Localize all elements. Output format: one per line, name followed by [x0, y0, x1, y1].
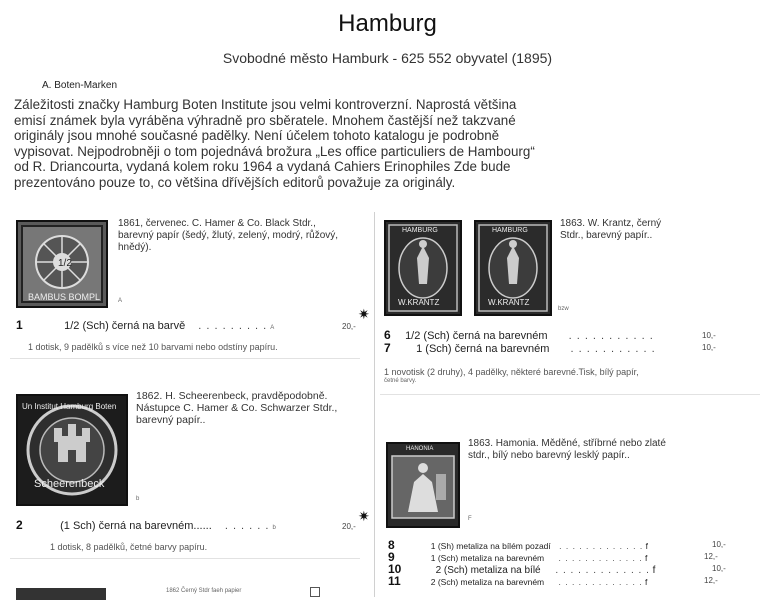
- entry-leader: . . . . . .: [224, 520, 270, 532]
- stamp-image-6: [384, 220, 462, 316]
- intro-line: Záležitosti značky Hamburg Boten Institute jsou velmi kontroverzní. Naprostá většina: [14, 97, 517, 112]
- stamp-label-bottom: W.KRANTZ: [488, 298, 530, 307]
- entry-suffix: A: [270, 325, 275, 331]
- entry-leader: . . . . . . . . . . . . .: [555, 565, 650, 576]
- entry-suffix: f: [645, 541, 648, 551]
- description-line: 1862. H. Scheerenbeck, pravděpodobně.: [136, 390, 328, 402]
- issue-mark: bzw: [558, 306, 569, 312]
- entry-price: 10,-: [712, 564, 726, 573]
- entry-number: 11: [388, 574, 401, 588]
- stamp-caption-top: Un Institut Hamburg Boten: [22, 402, 117, 411]
- entry-number: 6: [384, 328, 391, 342]
- divider: [10, 358, 360, 359]
- page-subtitle: Svobodné město Hamburk - 625 552 obyvatel (1895): [222, 50, 553, 66]
- description-line: 1863. Hamonia. Měděné, stříbrné nebo zlaté: [468, 438, 666, 449]
- svg-text:1/2: 1/2: [58, 258, 72, 269]
- intro-paragraph: [14, 97, 574, 190]
- entry-text: 2 (Sch) metaliza na barevném: [430, 577, 545, 587]
- entry-text: 1 (Sh) metaliza na bílém pozadí: [430, 541, 551, 551]
- page-title: Hamburg: [338, 10, 437, 37]
- entry-price: 10,-: [702, 343, 716, 352]
- star-icon: ✷: [358, 508, 370, 524]
- entry-price: 12,-: [704, 552, 718, 561]
- description-line: stdr., bílý nebo barevný lesklý papír..: [468, 450, 630, 461]
- intro-line: originály jsou mnohé současné padělky. Není účelem tohoto katalogu je podrobně: [14, 128, 500, 143]
- issue-mark: b: [136, 496, 140, 502]
- divider: [10, 558, 360, 559]
- entry-leader: . . . . . . . . . . .: [568, 330, 654, 342]
- issue-note: 1 novotisk (2 druhy), 4 padělky, některé barevné.Tisk, bílý papír,: [384, 367, 639, 377]
- entry-number: 1: [16, 318, 23, 332]
- entry-price: 10,-: [712, 540, 726, 549]
- entry-number: 10: [388, 562, 402, 576]
- entry-text: 1 (Sch) metaliza na barevném: [430, 553, 545, 563]
- issue-note-2: četné barvy.: [384, 378, 417, 384]
- stamp-caption: BAMBUS BOMPL: [28, 292, 101, 302]
- divider: [380, 394, 760, 395]
- issue-description: [468, 438, 718, 462]
- catalog-entry: [388, 574, 647, 588]
- entry-number: 9: [388, 550, 395, 564]
- issue-mark: F: [468, 516, 472, 522]
- description-line: 1861, červenec. C. Hamer & Co. Black Stdr.,: [118, 218, 316, 229]
- entry-leader: . . . . . . . . .: [198, 320, 268, 332]
- column-divider: [374, 212, 375, 597]
- entry-text: 1/2 (Sch) černá na barvě: [64, 320, 186, 332]
- issue-description: [136, 390, 366, 426]
- entry-leader: . . . . . . . . . . .: [570, 343, 656, 355]
- issue-mark: A: [118, 298, 123, 304]
- entry-suffix: f: [652, 565, 656, 576]
- intro-line: emisí známek byla vyráběna výhradně pro sběratele. Mnohem častější než takzvané: [14, 112, 516, 128]
- entry-leader: . . . . . . . . . . . . .: [558, 553, 643, 563]
- description-line: Stdr., barevný papír..: [560, 230, 653, 241]
- catalog-entry: [16, 318, 274, 332]
- bottom-fragment-text: 1862 Černý Stdr faeh papier: [166, 588, 242, 594]
- catalog-entry: [384, 328, 654, 342]
- stamp-label-top: HANONIA: [406, 446, 434, 452]
- entry-price: 10,-: [702, 331, 716, 340]
- intro-line: vypisovat. Nejpodrobněji o tom pojednává brožura „Les office particuliers de Hambourg“: [14, 143, 535, 159]
- entry-suffix: f: [644, 553, 648, 563]
- intro-line: od R. Driancourta, vydaná kolem roku 1964 a vydaná Cahiers Erinophiles Zde bude: [14, 159, 511, 174]
- entry-number: 8: [388, 538, 395, 552]
- entry-text: 1/2 (Sch) černá na barevném: [405, 330, 548, 342]
- entry-leader: . . . . . . . . . . . . .: [558, 577, 643, 587]
- issue-description: [560, 218, 700, 242]
- issue-note: 1 dotisk, 9 padělků s více než 10 barvami nebo odstíny papíru.: [28, 342, 278, 352]
- stamp-image-2: [16, 394, 128, 506]
- entry-price: 12,-: [704, 576, 718, 585]
- entry-suffix: f: [644, 577, 648, 587]
- description-line: hnědý).: [118, 242, 152, 253]
- entry-suffix: b: [272, 525, 276, 531]
- stamp-caption: Scheerenbeck: [34, 478, 105, 490]
- entry-number: 7: [384, 341, 391, 355]
- stamp-image-fragment: [16, 588, 106, 600]
- issue-note: 1 dotisk, 8 padělků, četné barvy papíru.: [50, 542, 208, 552]
- star-icon: ✷: [358, 306, 370, 322]
- entry-number: 2: [16, 518, 23, 532]
- stamp-image-8: [386, 442, 460, 528]
- description-line: barevný papír (šedý, žlutý, zelený, modrý, růžový,: [118, 230, 339, 241]
- stamp-label-top: HAMBURG: [492, 227, 528, 234]
- entry-text: (1 Sch) černá na barevném......: [60, 520, 212, 532]
- entry-text: 1 (Sch) černá na barevném: [416, 343, 550, 355]
- section-label: A. Boten-Marken: [42, 80, 118, 91]
- catalog-entry: [16, 518, 276, 532]
- checkbox-square: [310, 587, 320, 597]
- description-line: 1863. W. Krantz, černý: [560, 218, 662, 229]
- entry-leader: . . . . . . . . . . . . .: [559, 541, 644, 551]
- entry-price: 20,-: [342, 322, 356, 331]
- stamp-image-1: [16, 220, 108, 308]
- entry-price: 20,-: [342, 522, 356, 531]
- intro-line: prezentováno pouze to, co většina dřívějších editorů považuje za originály.: [14, 174, 456, 190]
- stamp-label-top: HAMBURG: [402, 227, 438, 234]
- stamp-image-7: [474, 220, 552, 316]
- entry-text: 2 (Sch) metaliza na bílé: [435, 565, 541, 576]
- catalog-entry: [384, 341, 656, 355]
- description-line: Nástupce C. Hamer & Co. Schwarzer Stdr.,: [136, 402, 338, 414]
- issue-description: [118, 218, 368, 254]
- stamp-label-bottom: W.KRANTZ: [398, 298, 440, 307]
- description-line: barevný papír..: [136, 414, 206, 426]
